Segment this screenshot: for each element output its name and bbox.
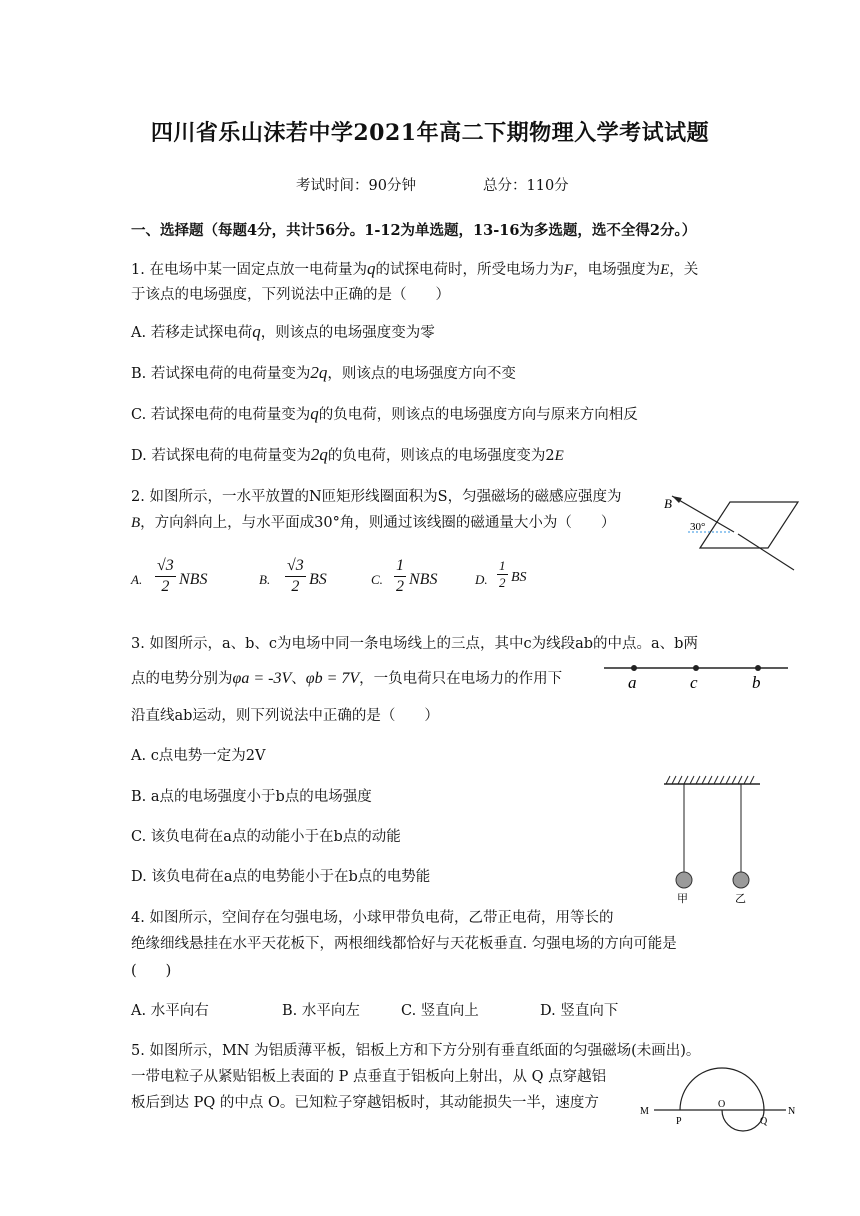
q1-option-d: D. 若试探电荷的电荷量变为2q的负电荷，则该点的电场强度变为2E <box>131 445 564 464</box>
q1-stem-line1: 1. 在电场中某一固定点放一电荷量为q的试探电荷时，所受电场力为F，电场强度为E，关 <box>131 259 699 278</box>
label-M: M <box>640 1106 649 1117</box>
q4-option-d: D. 竖直向下 <box>540 1003 619 1019</box>
q1-option-a: A. 若移走试探电荷q，则该点的电场强度变为零 <box>131 322 435 341</box>
point-a <box>631 665 637 671</box>
label-jia: 甲 <box>677 893 688 905</box>
q3-option-c: C. 该负电荷在a点的动能小于在b点的动能 <box>131 829 401 845</box>
ball-yi <box>733 872 749 888</box>
q2-stem-line1: 2. 如图所示，一水平放置的N匝矩形线圈面积为S，匀强磁场的磁感应强度为 <box>131 489 622 505</box>
ball-jia <box>676 872 692 888</box>
q3-stem-line1: 3. 如图所示，a、b、c为电场中同一条电场线上的三点，其中c为线段ab的中点。a、b两 <box>131 636 698 652</box>
exam-time: 考试时间：90分钟 <box>296 178 416 194</box>
q3-stem-line2: 点的电势分别为φa = -3V、φb = 7V，一负电荷只在电场力的作用下 <box>131 670 563 687</box>
section-heading: 一、选择题（每题4分，共计56分。1-12为单选题，13-16为多选题，选不全得2分。） <box>131 222 697 239</box>
q4-option-a: A. 水平向右 <box>131 1003 209 1019</box>
q3-option-b: B. a点的电场强度小于b点的电场强度 <box>131 789 372 805</box>
label-b: b <box>752 673 761 692</box>
q4-option-c: C. 竖直向上 <box>401 1003 479 1019</box>
lower-trajectory <box>722 1110 764 1131</box>
field-line-figure <box>604 656 790 692</box>
point-c <box>693 665 699 671</box>
label-Q: Q <box>760 1116 768 1127</box>
label-B: B <box>664 496 672 511</box>
label-angle: 30° <box>690 521 706 533</box>
label-c: c <box>690 673 698 692</box>
q4-option-b: B. 水平向左 <box>282 1003 360 1019</box>
label-O: O <box>718 1099 726 1110</box>
q1-option-c: C. 若试探电荷的电荷量变为q的负电荷，则该点的电场强度方向与原来方向相反 <box>131 404 638 423</box>
field-line-lower <box>738 534 794 570</box>
q3-option-a: A. c点电势一定为2V <box>131 748 266 764</box>
q5-stem-line3: 板后到达 PQ 的中点 O。已知粒子穿越铝板时，其动能损失一半，速度方 <box>131 1095 599 1111</box>
q5-stem-line2: 一带电粒子从紧贴铝板上表面的 P 点垂直于铝板向上射出，从 Q 点穿越铝 <box>131 1069 607 1085</box>
label-yi: 乙 <box>735 893 746 905</box>
q1-option-b: B. 若试探电荷的电荷量变为2q，则该点的电场强度方向不变 <box>131 363 516 382</box>
label-P: P <box>676 1116 682 1127</box>
q4-stem-line1: 4. 如图所示，空间存在匀强电场，小球甲带负电荷，乙带正电荷，用等长的 <box>131 910 614 926</box>
total-score: 总分：110分 <box>483 178 569 194</box>
q4-stem-line2: 绝缘细线悬挂在水平天花板下，两根细线都恰好与天花板垂直. 匀强电场的方向可能是 <box>131 936 677 952</box>
q4-stem-line3: ( ) <box>131 963 172 979</box>
coil-field-figure <box>652 490 800 578</box>
page-title: 四川省乐山沫若中学2021年高二下期物理入学考试试题 <box>150 120 710 146</box>
q3-option-d: D. 该负电荷在a点的电势能小于在b点的电势能 <box>131 869 431 885</box>
q3-stem-line3: 沿直线ab运动，则下列说法中正确的是（ ） <box>131 708 439 724</box>
field-arrow-icon <box>672 496 682 503</box>
pendulum-figure <box>660 770 764 906</box>
q2-stem-line2: B，方向斜向上，与水平面成30°角，则通过该线圈的磁通量大小为（ ） <box>131 515 616 531</box>
q5-stem-line1: 5. 如图所示，MN 为铝质薄平板，铝板上方和下方分别有垂直纸面的匀强磁场(未画出)。 <box>131 1043 701 1059</box>
label-a: a <box>628 673 637 692</box>
q1-stem-line2: 于该点的电场强度，下列说法中正确的是（ ） <box>131 287 450 303</box>
label-N: N <box>788 1106 796 1117</box>
ceiling-hatch <box>666 776 754 784</box>
aluminum-plate-figure <box>638 1060 798 1140</box>
point-b <box>755 665 761 671</box>
